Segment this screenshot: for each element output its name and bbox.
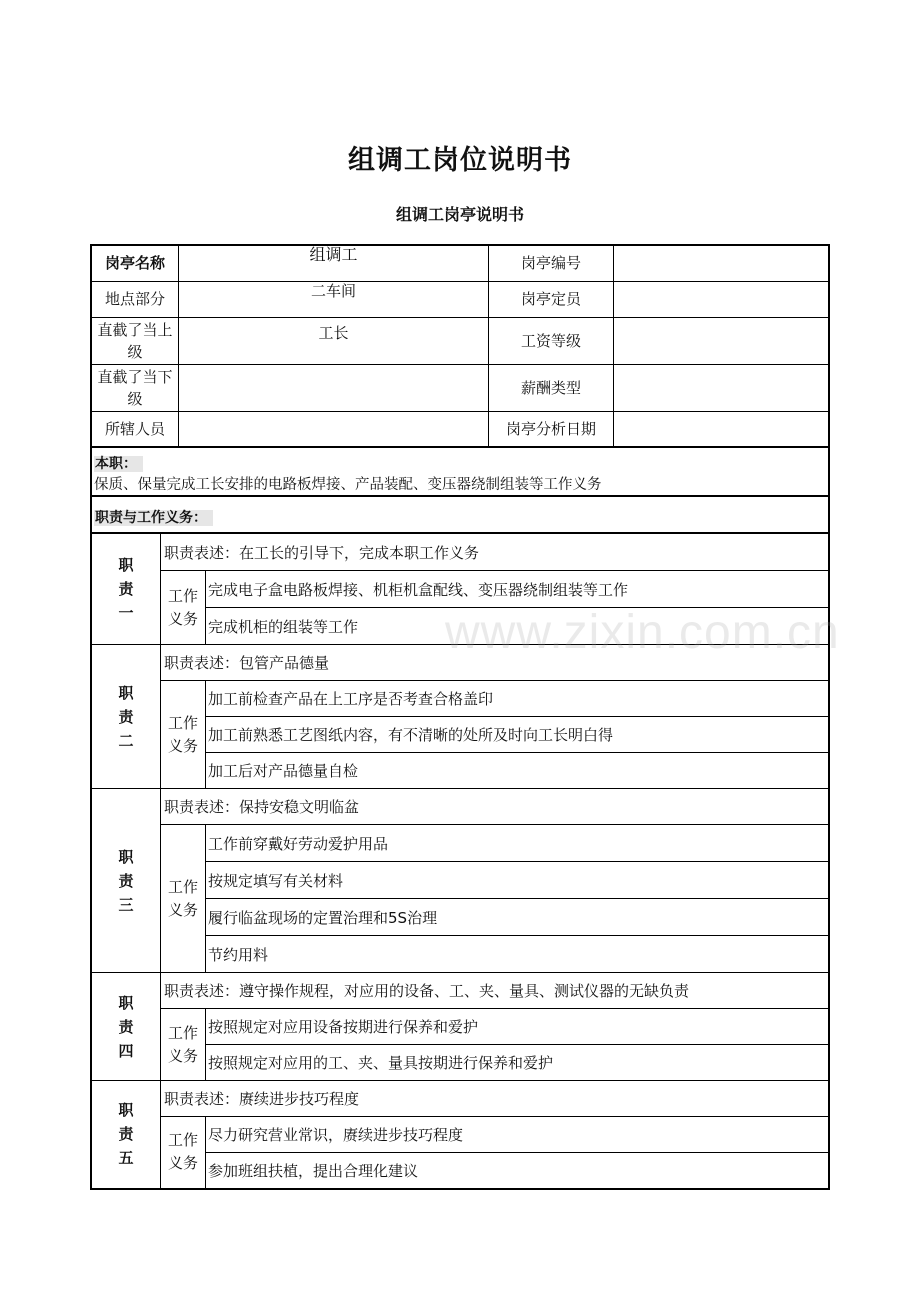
duty-desc-row	[91, 789, 829, 825]
duty-name: 职 责 五	[91, 1081, 161, 1189]
duty-task: 参加班组扶植，提出合理化建议	[206, 1153, 830, 1189]
info-row	[91, 411, 829, 447]
info-row	[91, 317, 829, 364]
duty-name: 职 责 一	[91, 534, 161, 645]
info-label: 直截了当上 级	[91, 317, 179, 364]
duty-task: 履行临盆现场的定置治理和5S治理	[206, 899, 830, 936]
info-row	[91, 364, 829, 411]
duty-task-row	[91, 825, 829, 862]
duty-task-row	[91, 1117, 829, 1153]
info-value	[179, 411, 489, 447]
duty-task: 加工后对产品德量自检	[206, 753, 830, 789]
info-value	[614, 364, 830, 411]
duty-description: 职责表述：包管产品德量	[161, 645, 830, 681]
page-title: 组调工岗位说明书	[348, 145, 572, 176]
info-label: 直截了当下 级	[91, 364, 179, 411]
info-label: 所辖人员	[91, 411, 179, 447]
duty-description: 职责表述：赓续进步技巧程度	[161, 1081, 830, 1117]
info-value	[179, 245, 489, 281]
position-info-table	[90, 244, 830, 448]
role-summary-text: 保质、保量完成工长安排的电路板焊接、产品装配、变压器绕制组装等工作义务	[94, 477, 602, 493]
info-row	[91, 281, 829, 317]
duty-task: 按照规定对应用的工、夹、量具按期进行保养和爱护	[206, 1045, 830, 1081]
duties-header-section	[90, 497, 830, 534]
info-label: 薪酬类型	[489, 364, 614, 411]
duty-description: 职责表述：遵守操作规程，对应用的设备、工、夹、量具、测试仪器的无缺负责	[161, 973, 830, 1009]
work-tasks-label: 工作 义务	[161, 1117, 206, 1189]
info-value-text: 组调工	[309, 245, 358, 265]
info-label: 地点部分	[91, 281, 179, 317]
info-label: 岗亭编号	[489, 245, 614, 281]
info-value	[614, 411, 830, 447]
info-value-text: 工长	[318, 323, 349, 342]
role-summary-section	[90, 448, 830, 497]
role-summary-header: 本职：	[92, 453, 828, 473]
duty-task-row	[91, 571, 829, 608]
watermark: www.zixin.com.cn	[445, 606, 840, 659]
info-label: 岗亭分析日期	[489, 411, 614, 447]
info-label: 岗亭名称	[91, 245, 179, 281]
duty-description: 职责表述：保持安稳文明临盆	[161, 789, 830, 825]
duty-task: 尽力研究营业常识，赓续进步技巧程度	[206, 1117, 830, 1153]
duty-task: 加工前熟悉工艺图纸内容，有不清晰的处所及时向工长明白得	[206, 717, 830, 753]
info-label: 工资等级	[489, 317, 614, 364]
duty-task: 节约用料	[206, 936, 830, 973]
info-value	[179, 317, 489, 364]
duty-name: 职 责 四	[91, 973, 161, 1081]
duty-task: 加工前检查产品在上工序是否考查合格盖印	[206, 681, 830, 717]
duty-desc-row	[91, 973, 829, 1009]
work-tasks-label: 工作 义务	[161, 571, 206, 645]
work-tasks-label: 工作 义务	[161, 1009, 206, 1081]
duties-header: 职责与工作义务：	[92, 507, 828, 527]
duty-desc-row	[91, 645, 829, 681]
info-value-text: 二车间	[310, 282, 356, 300]
page-subtitle: 组调工岗亭说明书	[395, 205, 524, 224]
duty-name: 职 责 二	[91, 645, 161, 789]
info-value	[614, 245, 830, 281]
duty-desc-row	[91, 1081, 829, 1117]
duty-task: 按规定填写有关材料	[206, 862, 830, 899]
work-tasks-label: 工作 义务	[161, 681, 206, 789]
info-value	[614, 281, 830, 317]
info-value	[179, 281, 489, 317]
duty-task-row	[91, 681, 829, 717]
duty-description: 职责表述：在工长的引导下，完成本职工作义务	[161, 534, 830, 571]
duty-task: 工作前穿戴好劳动爱护用品	[206, 825, 830, 862]
duty-task: 按照规定对应用设备按期进行保养和爱护	[206, 1009, 830, 1045]
info-value	[614, 317, 830, 364]
work-tasks-label: 工作 义务	[161, 825, 206, 973]
info-label: 岗亭定员	[489, 281, 614, 317]
duty-desc-row	[91, 534, 829, 571]
info-row	[91, 245, 829, 281]
info-value	[179, 364, 489, 411]
duty-name: 职 责 三	[91, 789, 161, 973]
duty-task: 完成机柜的组装等工作	[206, 608, 830, 645]
duties-table	[90, 533, 830, 1190]
duty-task-row	[91, 1009, 829, 1045]
duty-task: 完成电子盒电路板焊接、机柜机盒配线、变压器绕制组装等工作	[206, 571, 830, 608]
